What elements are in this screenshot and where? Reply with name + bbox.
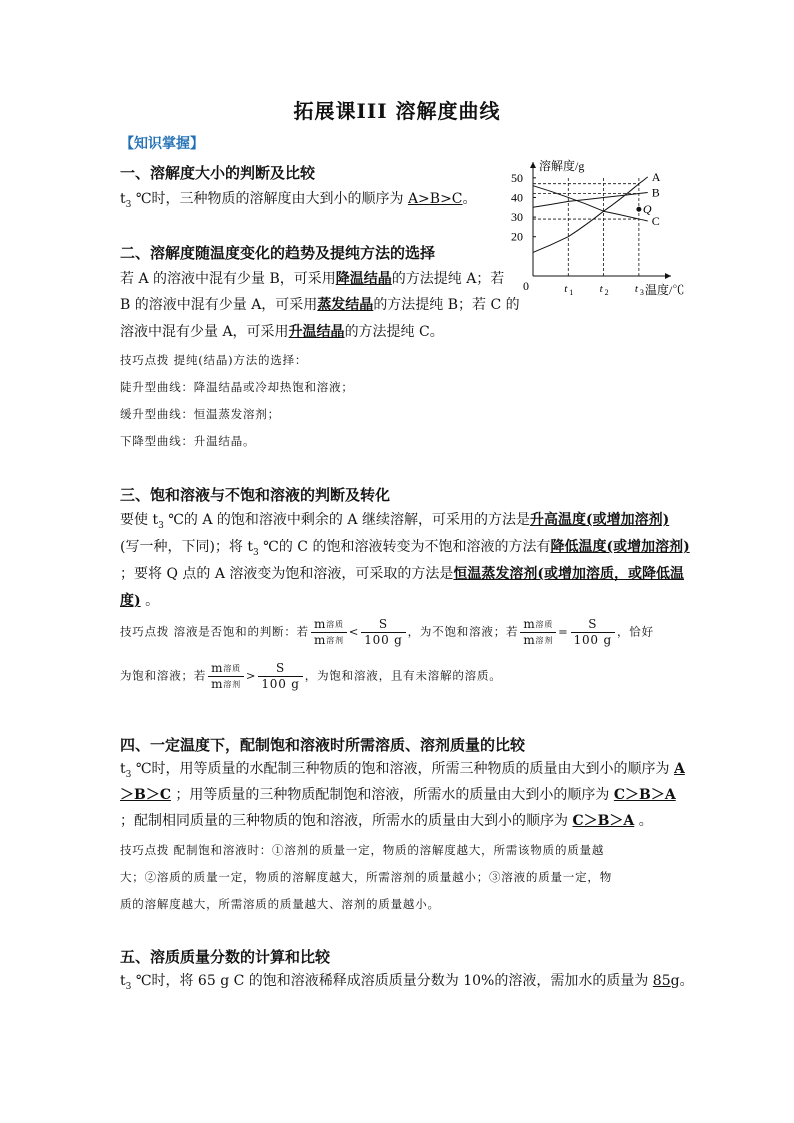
curve-A	[533, 177, 648, 253]
section-1-heading: 一、溶解度大小的判断及比较	[120, 164, 316, 182]
y-tick-label: 50	[511, 170, 523, 185]
answer-2c: 升温结晶	[288, 324, 345, 340]
x-axis-label: 温度/℃	[645, 283, 685, 297]
section-1-text: $t_3$ ℃时，三种物质的溶解度由大到小的顺序为 A>B>C。	[120, 191, 477, 210]
section-2-heading: 二、溶解度随温度变化的趋势及提纯方法的选择	[120, 244, 436, 262]
x-tick-label: t	[599, 283, 603, 295]
answer-2b: 蒸发结晶	[317, 297, 374, 313]
section-4-heading: 四、一定温度下，配制饱和溶液时所需溶质、溶剂质量的比较	[120, 736, 526, 754]
section-tag: 【知识掌握】	[120, 136, 204, 152]
y-axis-label: 溶解度/g	[539, 159, 585, 173]
answer-2a: 降温结晶	[335, 271, 392, 287]
section-3-line-4: 度) 。	[120, 593, 160, 609]
tip-2-line-3: 缓升型曲线：恒温蒸发溶剂；	[120, 407, 280, 421]
curve-B	[533, 193, 648, 208]
x-axis-arrow	[665, 273, 671, 279]
point-q-label: Q	[642, 202, 652, 217]
section-5-line-1: $t_3$ ℃时，将 65 g C 的饱和溶液稀释成溶质质量分数为 10%的溶液，需加水的质量为 85g。	[120, 973, 694, 992]
answer-1: A>B>C	[407, 191, 463, 207]
section-4-line-3: ；配制相同质量的三种物质的饱和溶液，所需水的质量由大到小的顺序为 C＞B＞A 。	[120, 813, 653, 829]
origin-label: 0	[523, 279, 529, 293]
x-tick-label: t	[634, 283, 638, 295]
tip-4-line-2: 大；②溶质的质量一定，物质的溶解度越大，所需溶剂的质量越小；③溶液的质量一定，物	[120, 870, 612, 884]
answer-4a: A	[673, 761, 685, 777]
section-4-line-1: $t_3$ ℃时，用等质量的水配制三种物质的饱和溶液，所需三种物质的质量由大到小的顺序为 A	[120, 761, 685, 780]
curve-label-A: A	[651, 169, 661, 184]
section-2-line-1: 若 A 的溶液中混有少量 B，可采用降温结晶的方法提纯 A；若	[120, 271, 505, 287]
page-title: 拓展课III 溶解度曲线	[293, 99, 501, 123]
solubility-chart	[505, 158, 685, 308]
y-axis-arrow	[530, 162, 536, 168]
curve-label-B: B	[651, 185, 660, 200]
tip-2-line-4: 下降型曲线：升温结晶。	[120, 434, 256, 448]
tip-4-line-3: 质的溶解度越大，所需溶质的质量越大、溶剂的质量越小。	[120, 897, 440, 911]
answer-4b: C＞B＞A	[613, 787, 676, 803]
section-4-line-2: ＞B＞C ；用等质量的三种物质配制饱和溶液，所需水的质量由大到小的顺序为 C＞B＞A	[120, 787, 676, 803]
section-2-line-3: 溶液中混有少量 A，可采用升温结晶的方法提纯 C。	[120, 324, 444, 340]
answer-3a: 升高温度(或增加溶剂)	[529, 512, 670, 528]
x-tick-sub: 3	[639, 288, 644, 297]
answer-3c: 恒温蒸发溶剂(或增加溶质，或降低温	[453, 566, 685, 582]
section-3-line-1: 要使 $t_3$ ℃的 A 的饱和溶液中剩余的 A 继续溶解，可采用的方法是升高温度(或增加溶剂)	[120, 512, 670, 531]
tip-3-line-1: 技巧点拨 溶液是否饱和的判断：若 $\frac{m^{溶质}}{m^{溶剂}}$ < $\frac{S}{100 g}$ ，为不饱和溶液；若 $\frac{m^{溶质}}{m^{溶剂}}$ = $\frac{S}{100 g}$ ，恰好	[120, 617, 654, 647]
y-tick-label: 30	[511, 210, 523, 225]
y-tick-label: 20	[511, 229, 523, 244]
tip-2-line-2: 陡升型曲线：降温结晶或冷却热饱和溶液；	[120, 380, 354, 394]
section-3-line-3: ；要将 Q 点的 A 溶液变为饱和溶液，可采取的方法是恒温蒸发溶剂(或增加溶质，或降低温	[120, 566, 685, 582]
answer-3b: 降低温度(或增加溶剂)	[550, 539, 690, 555]
tip-3-line-2: 为饱和溶液；若 $\frac{m^{溶质}}{m^{溶剂}}$ > $\frac{S}{100 g}$ ，为饱和溶液，且有未溶解的溶质。	[120, 661, 502, 691]
tip-2-line-1: 技巧点拨 提纯(结晶)方法的选择：	[120, 353, 308, 367]
answer-4c: C＞B＞A	[572, 813, 635, 829]
x-tick-label: t	[564, 283, 568, 295]
tip-4-line-1: 技巧点拨 配制饱和溶液时：①溶剂的质量一定，物质的溶解度越大，所需该物质的质量越	[120, 843, 605, 857]
y-tick-label: 40	[511, 190, 523, 205]
answer-5: 85	[652, 973, 671, 989]
section-5-heading: 五、溶质质量分数的计算和比较	[120, 948, 331, 966]
section-3-heading: 三、饱和溶液与不饱和溶液的判断及转化	[120, 486, 391, 504]
section-3-line-2: (写一种，下同)；将 $t_3$ ℃的 C 的饱和溶液转变为不饱和溶液的方法有降低温度(或增加溶剂)	[120, 539, 690, 558]
point-q	[636, 207, 641, 212]
x-tick-sub: 1	[569, 288, 574, 297]
section-2-line-2: B 的溶液中混有少量 A，可采用蒸发结晶的方法提纯 B；若 C 的	[120, 297, 520, 313]
x-tick-sub: 2	[604, 288, 609, 297]
curve-label-C: C	[651, 214, 660, 229]
